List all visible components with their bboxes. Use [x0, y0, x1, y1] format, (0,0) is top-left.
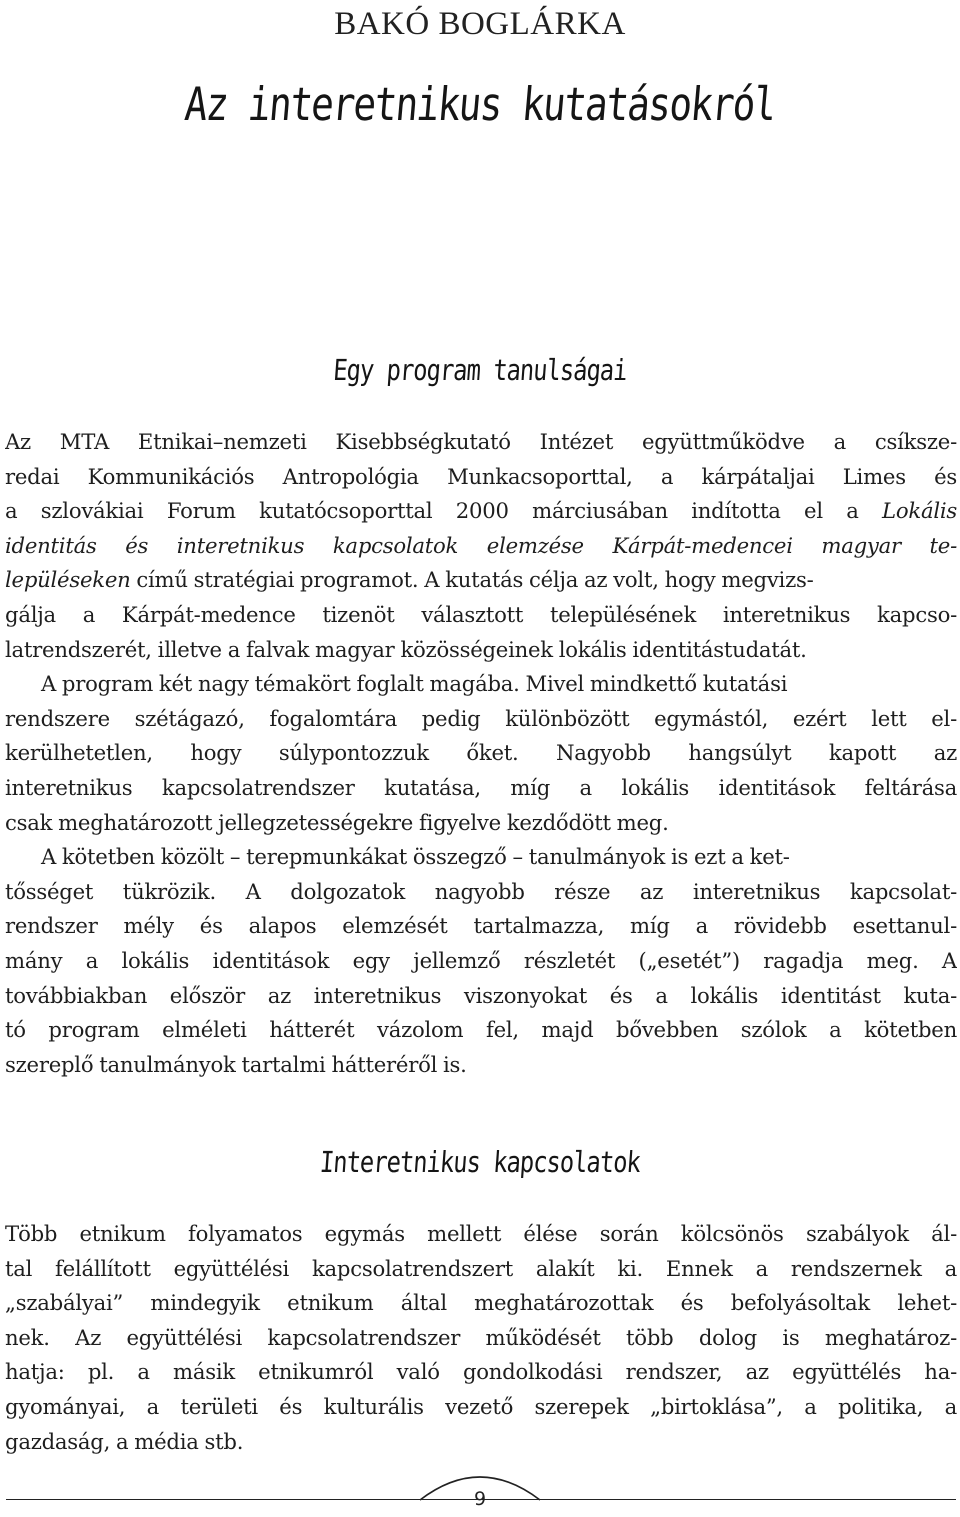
text-line: A kötetben közölt – terepmunkákat összegző – tanulmányok is ezt a ket- — [41, 844, 790, 870]
text-line: gazdaság, a média stb. — [5, 1428, 244, 1454]
text-line: latrendszerét, illetve a falvak magyar közösségeinek lokális identitástudatát. — [5, 636, 807, 662]
italic-project-title: identitás és interetnikus kapcsolatok elemzése Kárpát-medencei magyar te- — [5, 532, 957, 558]
text-segment: című stratégiai programot. A kutatás célja az volt, hogy megvizs- — [130, 567, 814, 593]
body-paragraph-program — [5, 425, 957, 1082]
text-line: interetnikus kapcsolatrendszer kutatása, míg a lokális identitások feltárása — [5, 774, 957, 800]
text-line: nek. Az együttélési kapcsolatrendszer működését több dolog is meghatároz- — [5, 1324, 957, 1350]
text-line: hatja: pl. a másik etnikumról való gondolkodási rendszer, az együttélés ha- — [5, 1359, 957, 1385]
text-line: Az MTA Etnikai–nemzeti Kisebbségkutató Intézet együttműködve a csíksze- — [5, 429, 957, 454]
text-line: tal felállított együttélési kapcsolatrendszert alakít ki. Ennek a rendszernek a — [5, 1255, 957, 1281]
italic-project-title: Lokális — [882, 498, 957, 524]
text-line: „szabályai” mindegyik etnikum által meghatározottak és befolyásoltak lehet- — [5, 1290, 957, 1316]
body-paragraph-interethnic — [5, 1217, 957, 1459]
text-line: redai Kommunikációs Antropológia Munkacsoporttal, a kárpátaljai Limes és — [5, 463, 957, 489]
article-title: Az interetnikus kutatásokról — [182, 77, 778, 131]
text-line: továbbiakban először az interetnikus viszonyokat és a lokális identitást kuta- — [5, 982, 957, 1008]
text-line: mány a lokális identitások egy jellemző részletét („esetét”) ragadja meg. A — [5, 947, 957, 973]
text-line — [5, 494, 957, 529]
text-line: rendszer mély és alapos elemzését tartalmazza, míg a rövidebb esettanul- — [5, 913, 957, 939]
text-line: Több etnikum folyamatos egymás mellett élése során kölcsönös szabályok ál- — [5, 1221, 957, 1246]
text-line: gyományai, a területi és kulturális vezető szerepek „birtoklása”, a politika, a — [5, 1393, 957, 1419]
section-heading-program: Egy program tanulságai — [332, 353, 628, 387]
running-head-author: BAKÓ BOGLÁRKA — [334, 6, 626, 42]
text-line: A program két nagy témakört foglalt magába. Mivel mindkettő kutatási — [41, 671, 788, 697]
text-line: gálja a Kárpát-medence tizenöt választott településének interetnikus kapcso- — [5, 601, 957, 627]
text-segment: a szlovákiai Forum kutatócsoporttal 2000 márciusában indította el a — [5, 498, 859, 524]
section-heading-interethnic: Interetnikus kapcsolatok — [318, 1145, 642, 1179]
text-line: szereplő tanulmányok tartalmi hátteréről is. — [5, 1051, 467, 1077]
text-line — [5, 529, 957, 564]
italic-project-title: lepüléseken — [5, 567, 131, 593]
page-number: 9 — [473, 1488, 487, 1510]
text-line: csak meghatározott jellegzetességekre figyelve kezdődött meg. — [5, 809, 669, 835]
text-line: tó program elméleti hátterét vázolom fel, majd bővebben szólok a kötetben — [5, 1017, 957, 1043]
text-line: kerülhetetlen, hogy súlypontozzuk őket. Nagyobb hangsúlyt kapott az — [5, 740, 957, 766]
text-line: rendszere szétágazó, fogalomtára pedig különbözött egymástól, ezért lett el- — [5, 705, 957, 731]
text-line — [5, 563, 957, 598]
text-line: tősséget tükrözik. A dolgozatok nagyobb része az interetnikus kapcsolat- — [5, 878, 957, 904]
